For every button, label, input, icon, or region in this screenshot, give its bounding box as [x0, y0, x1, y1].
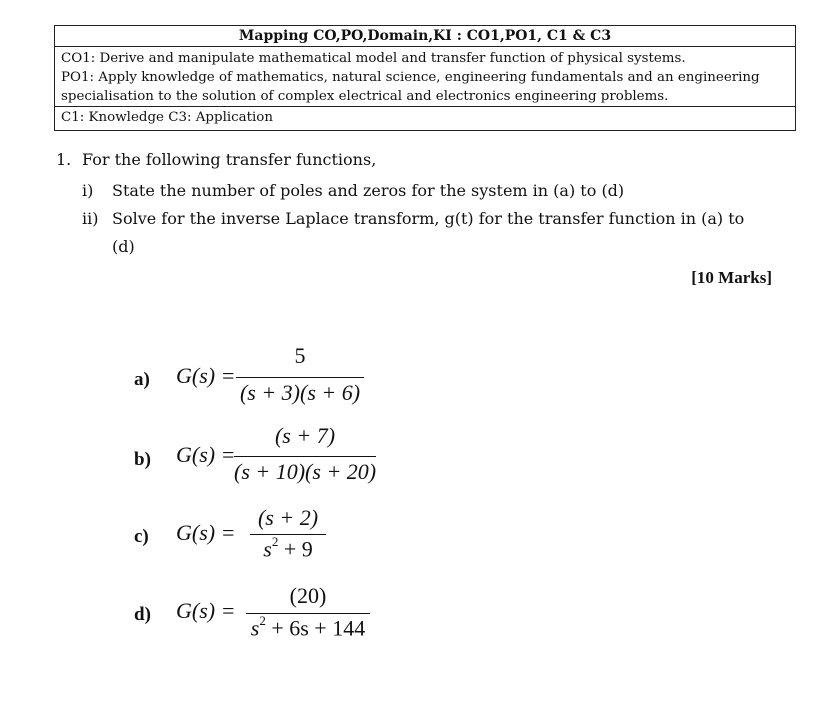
question-stem: For the following transfer functions,: [82, 150, 377, 169]
mapping-header: Mapping CO,PO,Domain,KI : CO1,PO1, C1 & C3: [55, 26, 795, 47]
equation-label: a): [134, 369, 150, 390]
denominator-rest: + 9: [278, 536, 313, 562]
po1-text-line1: PO1: Apply knowledge of mathematics, natural science, engineering fundamentals and an engineering: [61, 70, 760, 85]
equation-label: b): [134, 449, 151, 470]
denominator-exponent: 2: [259, 613, 266, 628]
equation-denominator: [236, 380, 364, 406]
equation-lhs: G(s) =: [176, 363, 236, 388]
equation-numerator: [250, 505, 326, 531]
part-ii-label: ii): [82, 209, 99, 228]
equation-label: c): [134, 526, 149, 547]
question-number: 1.: [56, 150, 72, 169]
fraction-bar: [236, 377, 364, 378]
fraction-bar: [250, 534, 326, 535]
equation-numerator: [234, 423, 376, 449]
equation-denominator: [250, 536, 326, 562]
equation-denominator: [234, 459, 376, 485]
co1-text: CO1: Derive and manipulate mathematical model and transfer function of physical systems.: [61, 51, 686, 66]
denominator-base: s: [263, 536, 272, 562]
equation-lhs: G(s) =: [176, 520, 236, 545]
equation-lhs: G(s) =: [176, 442, 236, 467]
denominator-text: (s + 3)(s + 6): [239, 380, 361, 405]
numerator-text: (s + 2): [257, 505, 319, 530]
equation-label: d): [134, 604, 151, 625]
numerator-text: (s + 7): [274, 423, 336, 448]
denominator-text: (s + 10)(s + 20): [234, 459, 377, 484]
denominator-rest: + 6s + 144: [265, 615, 366, 641]
c1-c3-text: C1: Knowledge C3: Application: [61, 110, 273, 125]
part-ii-text-line1: Solve for the inverse Laplace transform, g(t) for the transfer function in (a) to: [112, 209, 745, 228]
denominator-base: s: [250, 615, 260, 641]
equation-numerator: (20): [289, 583, 327, 608]
po1-text-line2: specialisation to the solution of complex electrical and electronics engineering problems.: [61, 89, 669, 104]
equation-lhs: G(s) =: [176, 598, 236, 623]
denominator-exponent: 2: [271, 534, 279, 549]
equation-numerator: 5: [294, 343, 306, 368]
part-ii-text-line2: (d): [112, 237, 135, 256]
part-i-label: i): [82, 181, 94, 200]
mapping-box: [54, 25, 796, 131]
mapping-body: [55, 47, 795, 130]
fraction-bar: [234, 456, 376, 457]
equation-denominator: [246, 615, 370, 641]
marks-label: [10 Marks]: [691, 268, 772, 287]
part-i-text: State the number of poles and zeros for the system in (a) to (d): [112, 181, 625, 200]
